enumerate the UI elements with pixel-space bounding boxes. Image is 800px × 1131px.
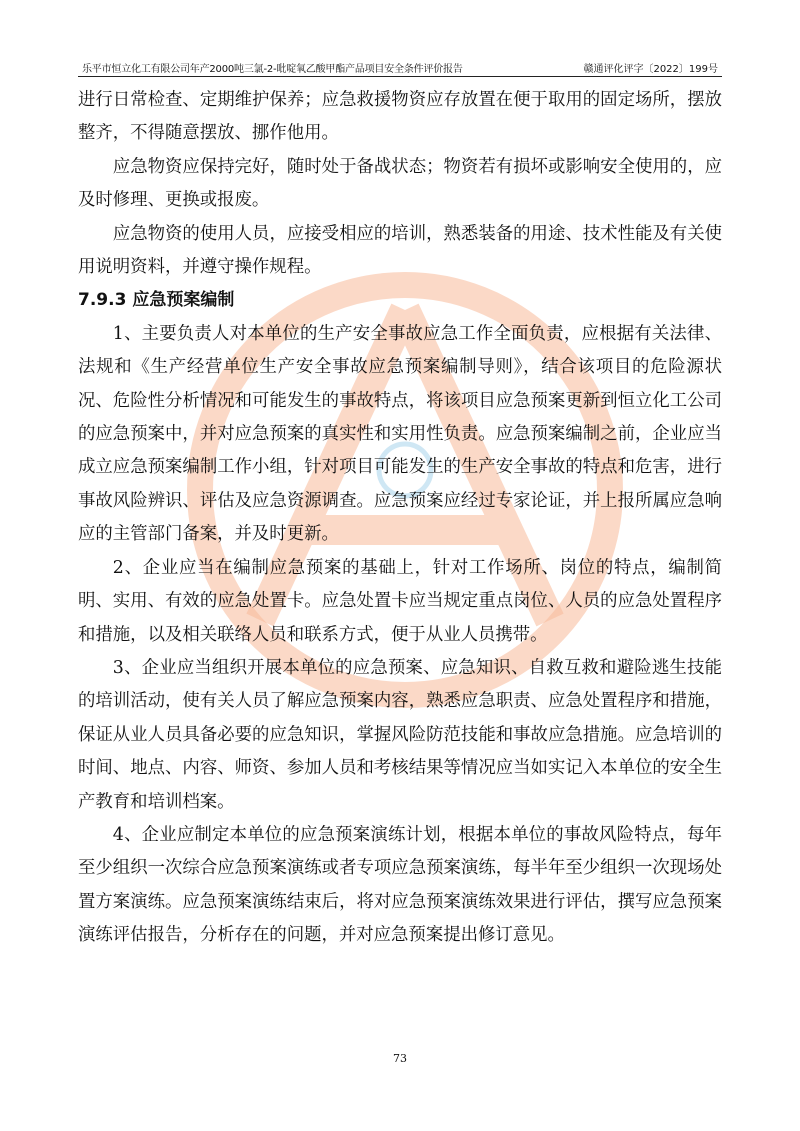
report-number: 赣通评化评字〔2022〕199号 — [583, 64, 718, 75]
paragraph: 4、企业应制定本单位的应急预案演练计划，根据本单位的事故风险特点，每年至少组织一次综合应急预案演练或者专项应急预案演练，每半年至少组织一次现场处置方案演练。应急预案演练结束后，将对应急预案演练效果进行评估，撰写应急预案演练评估报告，分析存在的问题，并对应急预案提出修订意见。 — [78, 824, 722, 946]
page-header — [78, 60, 722, 77]
section-heading: 7.9.3 应急预案编制 — [78, 290, 235, 311]
paragraph: 2、企业应当在编制应急预案的基础上，针对工作场所、岗位的特点，编制简明、实用、有效的应急处置卡。应急处置卡应当规定重点岗位、人员的应急处置程序和措施，以及相关联络人员和联系方式，便于从业人员携带。 — [78, 557, 722, 645]
paragraph: 1、主要负责人对本单位的生产安全事故应急工作全面负责，应根据有关法律、法规和《生产经营单位生产安全事故应急预案编制导则》，结合该项目的危险源状况、危险性分析情况和可能发生的事故特点，将该项目应急预案更新到恒立化工公司的应急预案中，并对应急预案的真实性和实用性负责。应急预案编制之前，企业应当成立应急预案编制工作小组，针对项目可能发生的生产安全事故的特点和危害，进行事故风险辨识、评估及应急资源调查。应急预案应经过专家论证，并上报所属应急响应的主管部门备案，并及时更新。 — [78, 323, 722, 545]
paragraph: 进行日常检查、定期维护保养；应急救援物资应存放置在便于取用的固定场所，摆放整齐，不得随意摆放、挪作他用。 — [78, 90, 722, 144]
document-body — [78, 84, 722, 953]
page-number: 73 — [393, 1052, 407, 1065]
paragraph: 应急物资应保持完好，随时处于备战状态；物资若有损坏或影响安全使用的，应及时修理、更换或报废。 — [78, 156, 722, 211]
report-title: 乐平市恒立化工有限公司年产2000吨三氯-2-吡啶氧乙酸甲酯产品项目安全条件评价报告 — [82, 64, 463, 75]
paragraph: 应急物资的使用人员，应接受相应的培训，熟悉装备的用途、技术性能及有关使用说明资料，并遵守操作规程。 — [78, 223, 722, 278]
paragraph: 3、企业应当组织开展本单位的应急预案、应急知识、自救互救和避险逃生技能的培训活动，使有关人员了解应急预案内容，熟悉应急职责、应急处置程序和措施，保证从业人员具备必要的应急知识，掌握风险防范技能和事故应急措施。应急培训的时间、地点、内容、师资、参加人员和考核结果等情况应当如实记入本单位的安全生产教育和培训档案。 — [78, 657, 722, 812]
